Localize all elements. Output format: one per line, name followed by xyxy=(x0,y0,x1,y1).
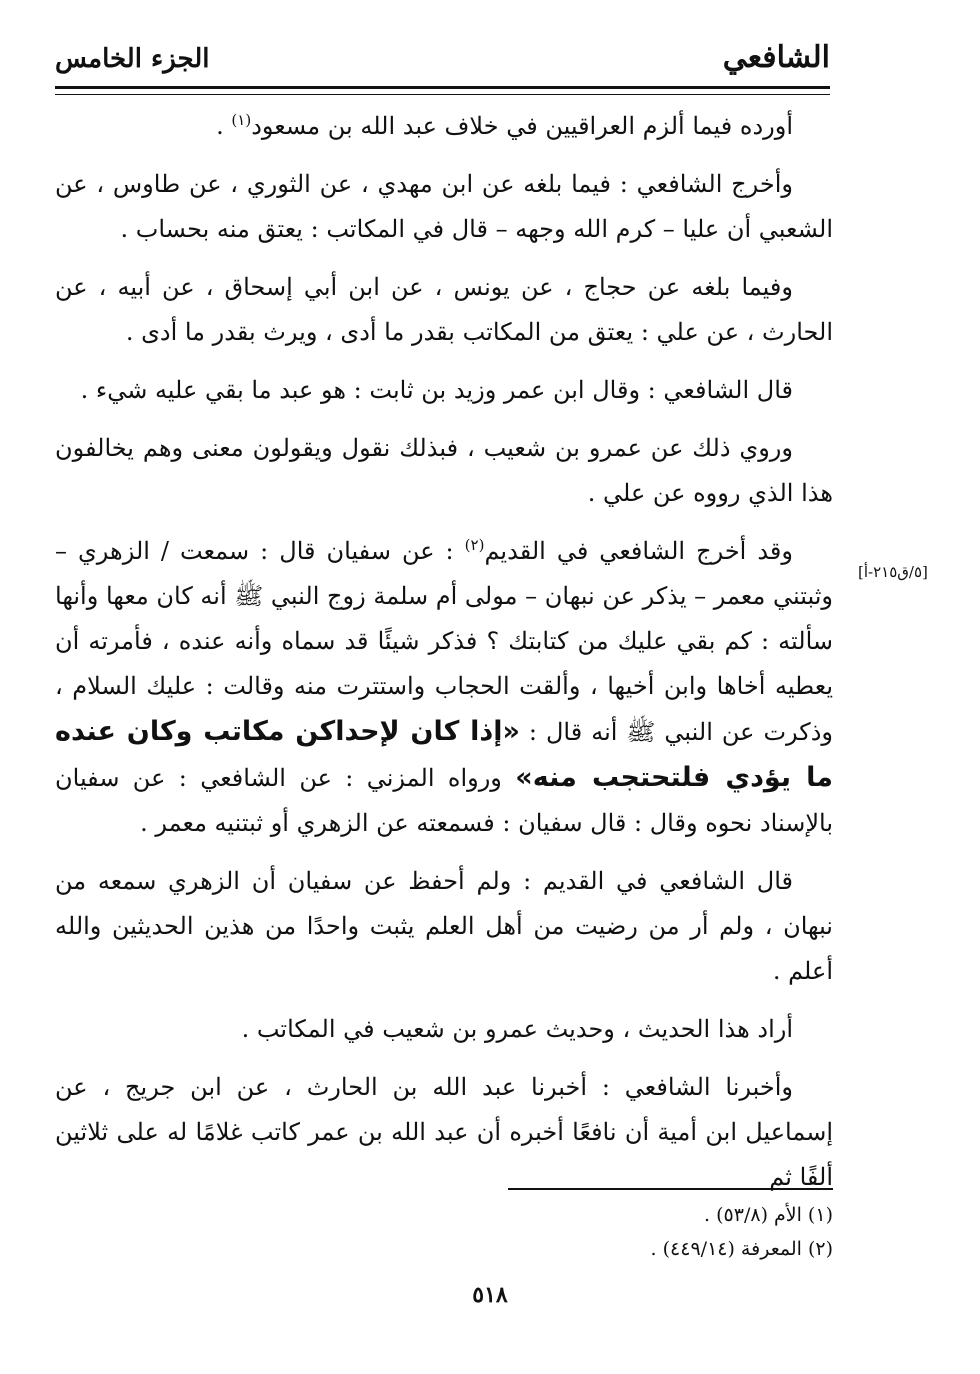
paragraph-text: وقد أخرج الشافعي في القديم xyxy=(484,537,793,565)
manuscript-folio-note: [٥/ق٢١٥-أ] xyxy=(858,563,928,581)
paragraph-9: وأخبرنا الشافعي : أخبرنا عبد الله بن الحارث ، عن ابن جريج ، عن إسماعيل ابن أمية أن نافعًا أخبره أن عبد الله بن عمر كاتب غلامًا له على ثلاثين ألفًا ثم xyxy=(55,1073,833,1191)
footnotes xyxy=(330,1198,833,1266)
paragraph-text: أورده فيما ألزم العراقيين في خلاف عبد الله بن مسعود xyxy=(251,112,793,140)
page-number: ٥١٨ xyxy=(472,1282,508,1308)
footnote-rule xyxy=(508,1188,833,1190)
paragraph-4: قال الشافعي : وقال ابن عمر وزيد بن ثابت : هو عبد ما بقي عليه شيء . xyxy=(80,376,793,404)
paragraph-1 xyxy=(55,104,833,149)
hadith-quote: «إذا كان لإحداكن مكاتب وكان عنده ما يؤدي فلتحتجب منه» xyxy=(55,716,833,793)
footnote-1: (١) الأم (٥٣/٨) . xyxy=(704,1204,833,1226)
footnote-ref: (٢) xyxy=(464,536,485,554)
paragraph-3: وفيما بلغه عن حجاج ، عن يونس ، عن ابن أبي إسحاق ، عن أبيه ، عن الحارث ، عن علي : يعتق من المكاتب بقدر ما أدى ، ويرث بقدر ما أدى . xyxy=(55,273,833,346)
volume-label: الجزء الخامس xyxy=(55,44,210,74)
header-rule-thin xyxy=(55,94,830,95)
paragraph-2: وأخرج الشافعي : فيما بلغه عن ابن مهدي ، عن الثوري ، عن طاوس ، عن الشعبي أن عليا – كرم الله وجهه – قال في المكاتب : يعتق منه بحساب . xyxy=(55,170,833,243)
paragraph-5: وروي ذلك عن عمرو بن شعيب ، فبذلك نقول ويقولون معنى وهم يخالفون هذا الذي رووه عن علي . xyxy=(55,434,833,507)
footnote-2: (٢) المعرفة (٤٤٩/١٤) . xyxy=(650,1238,833,1260)
paragraph-8: أراد هذا الحديث ، وحديث عمرو بن شعيب في المكاتب . xyxy=(241,1015,793,1043)
paragraph-text: : عن سفيان قال : سمعت / الزهري – وثبتني معمر – يذكر عن نبهان – مولى أم سلمة زوج النبي ﷺ أنه كان معها وأنها سألته : كم بقي عليك من كتابتك ؟ فذكر شيئًا قد سماه وأنه عنده ، فأمرته أن يعطيه أخاها وابن أخيها ، وألقت الحجاب واستترت منه وقالت : عليك السلام ، وذكرت عن النبي ﷺ أنه قال : xyxy=(55,537,834,746)
book-title: الشافعي xyxy=(722,40,830,75)
running-header xyxy=(55,40,830,85)
paragraph-tail: ورواه المزني : عن الشافعي : عن سفيان بالإسناد نحوه وقال : قال سفيان : فسمعته عن الزهري أو ثبتنيه معمر . xyxy=(55,764,833,837)
body-text xyxy=(55,104,833,1213)
paragraph-tail: . xyxy=(216,112,232,140)
header-rule xyxy=(55,86,830,89)
paragraph-6 xyxy=(55,529,833,846)
footnote-ref: (١) xyxy=(231,111,252,129)
paragraph-7: قال الشافعي في القديم : ولم أحفظ عن سفيان أن الزهري سمعه من نبهان ، ولم أر من رضيت من أهل العلم يثبت واحدًا من هذين الحديثين والله أعلم . xyxy=(55,867,833,985)
